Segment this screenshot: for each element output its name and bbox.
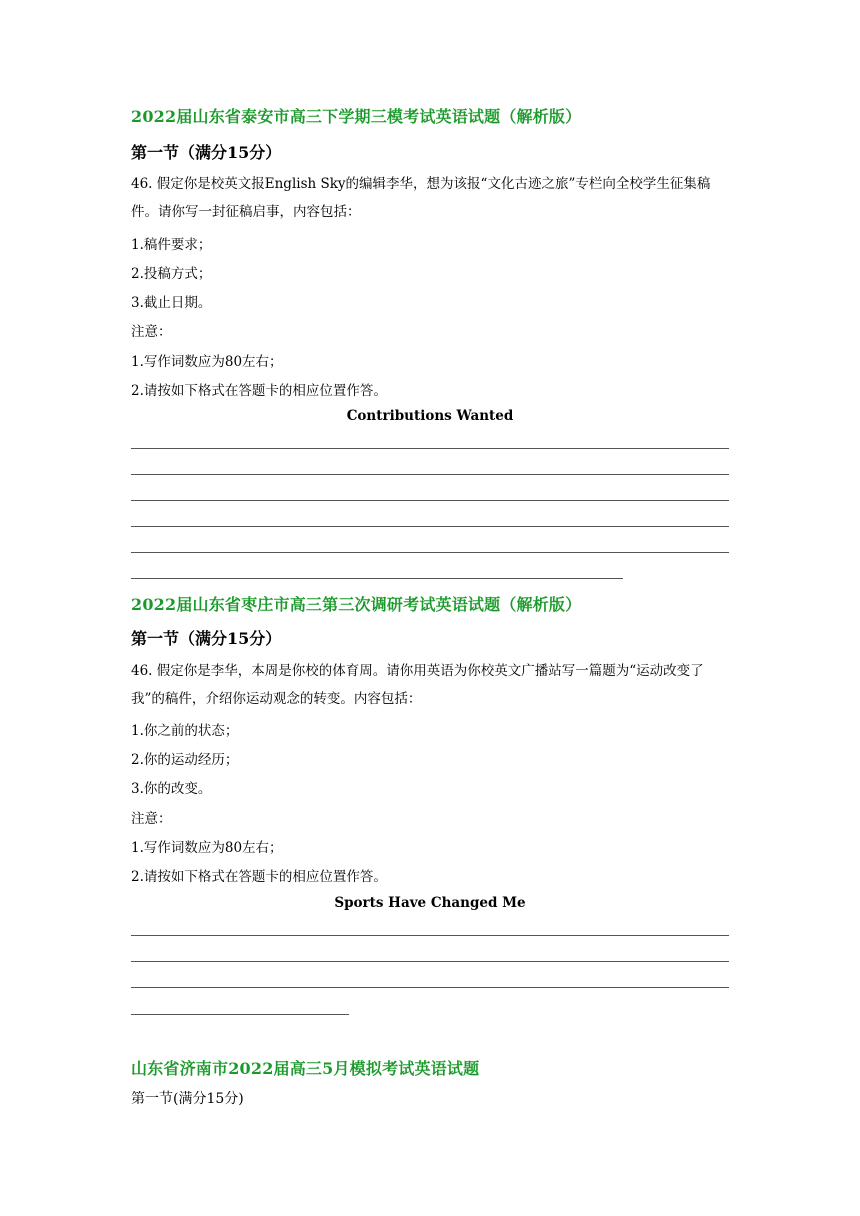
question-prompt: 46. 假定你是校英文报English Sky的编辑李华，想为该报“文化古迹之旅”专栏向全校学生征集稿件。请你写一封征稿启事，内容包括： bbox=[131, 176, 711, 220]
answer-line bbox=[131, 500, 729, 501]
answer-line bbox=[131, 961, 729, 962]
note-label: 注意： bbox=[131, 811, 172, 827]
answer-line bbox=[131, 578, 623, 579]
note-item: 1.写作词数应为80左右； bbox=[131, 354, 283, 370]
content-item: 3.截止日期。 bbox=[131, 295, 212, 311]
answer-line bbox=[131, 552, 729, 553]
answer-line bbox=[131, 935, 729, 936]
answer-line bbox=[131, 474, 729, 475]
content-item: 1.你之前的状态； bbox=[131, 723, 239, 739]
answer-line bbox=[131, 526, 729, 527]
section-title: 2022届山东省枣庄市高三第三次调研考试英语试题（解析版） bbox=[131, 595, 582, 614]
essay-title: Sports Have Changed Me bbox=[334, 895, 526, 911]
note-label: 注意： bbox=[131, 324, 172, 340]
section-title: 山东省济南市2022届高三5月模拟考试英语试题 bbox=[131, 1059, 480, 1078]
content-item: 2.你的运动经历； bbox=[131, 752, 239, 768]
answer-line bbox=[131, 448, 729, 449]
essay-title: Contributions Wanted bbox=[346, 408, 514, 424]
section-title: 2022届山东省泰安市高三下学期三模考试英语试题（解析版） bbox=[131, 107, 582, 126]
answer-line bbox=[131, 987, 729, 988]
question-prompt: 46. 假定你是李华，本周是你校的体育周。请你用英语为你校英文广播站写一篇题为“运动改变了我”的稿件，介绍你运动观念的转变。内容包括： bbox=[131, 663, 704, 707]
note-item: 1.写作词数应为80左右； bbox=[131, 840, 283, 856]
section-part-heading: 第一节（满分15分） bbox=[131, 629, 282, 648]
content-item: 2.投稿方式； bbox=[131, 266, 212, 282]
note-item: 2.请按如下格式在答题卡的相应位置作答。 bbox=[131, 869, 387, 885]
note-item: 2.请按如下格式在答题卡的相应位置作答。 bbox=[131, 383, 387, 399]
section-part-heading: 第一节(满分15分) bbox=[131, 1091, 244, 1107]
section-part-heading: 第一节（满分15分） bbox=[131, 143, 282, 162]
content-item: 3.你的改变。 bbox=[131, 781, 212, 797]
answer-line bbox=[131, 1014, 349, 1015]
content-item: 1.稿件要求； bbox=[131, 237, 212, 253]
